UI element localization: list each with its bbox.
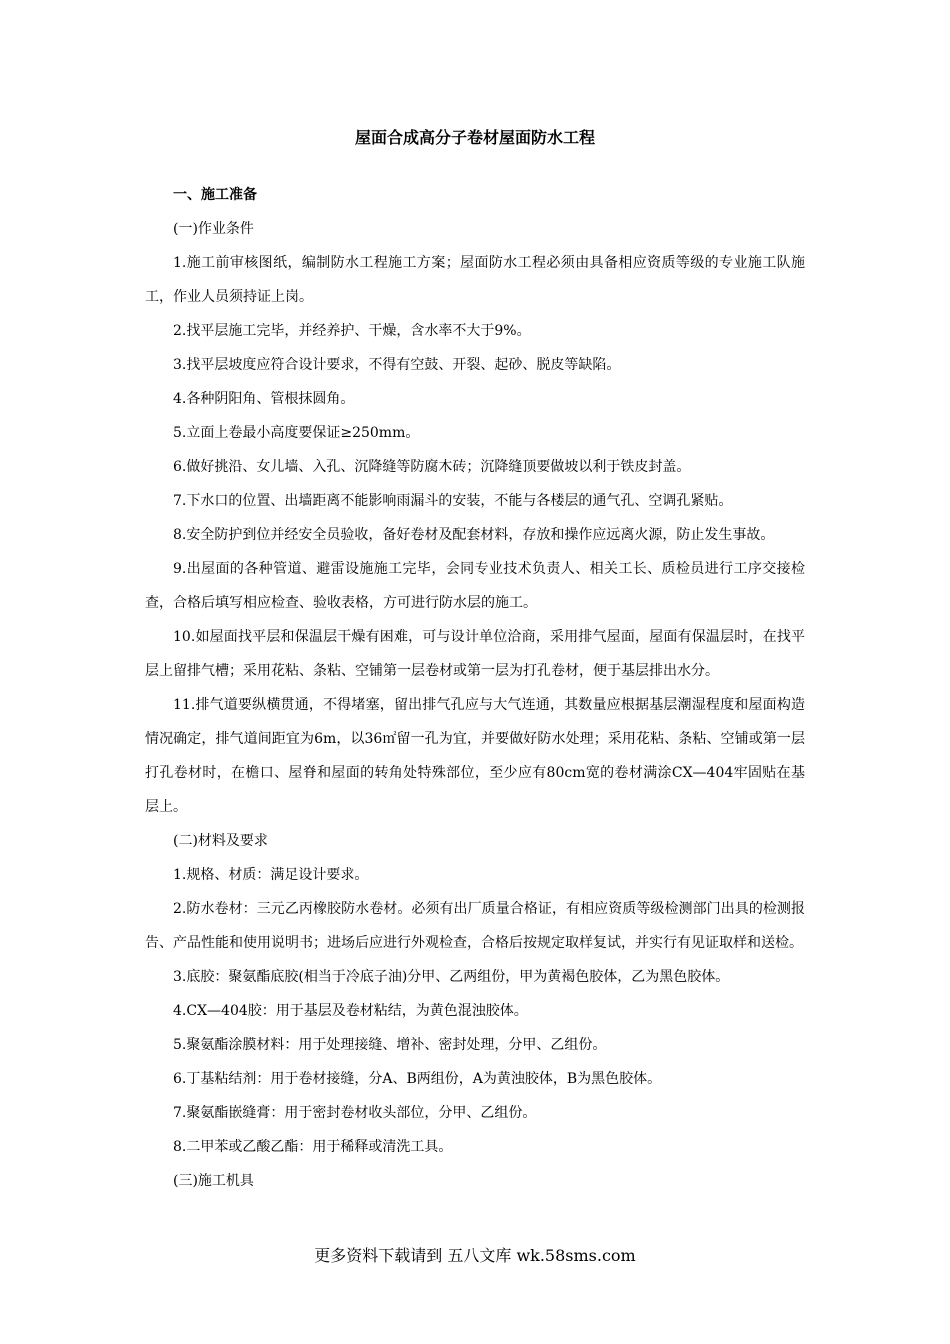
paragraph: 6.做好挑沿、女儿墙、入孔、沉降缝等防腐木砖；沉降缝顶要做坡以利于铁皮封盖。: [173, 459, 691, 475]
paragraph: 3.底胶：聚氨酯底胶(相当于冷底子油)分甲、乙两组份，甲为黄褐色胶体，乙为黑色胶体。: [173, 969, 730, 985]
paragraph: 7.聚氨酯嵌缝膏：用于密封卷材收头部位，分甲、乙组份。: [173, 1105, 537, 1121]
paragraph: 5.立面上卷最小高度要保证≥250mm。: [173, 425, 420, 441]
paragraph: 9.出屋面的各种管道、避雷设施施工完毕，会同专业技术负责人、相关工长、质检员进行工序交接检查，合格后填写相应检查、验收表格，方可进行防水层的施工。: [145, 561, 805, 611]
footer-text: 更多资料下载请到 五八文库 wk.58sms.com: [314, 1246, 636, 1265]
paragraph: 8.二甲苯或乙酸乙酯：用于稀释或清洗工具。: [173, 1139, 453, 1155]
document-body: [145, 178, 805, 1198]
paragraph: 7.下水口的位置、出墙距离不能影响雨漏斗的安装，不能与各楼层的通气孔、空调孔紧贴。: [173, 493, 733, 509]
paragraph: 1.规格、材质：满足设计要求。: [173, 867, 369, 883]
paragraph: 3.找平层坡度应符合设计要求，不得有空鼓、开裂、起砂、脱皮等缺陷。: [173, 357, 621, 373]
paragraph: 4.CX—404胶：用于基层及卷材粘结，为黄色混浊胶体。: [173, 1003, 528, 1019]
paragraph: 6.丁基粘结剂：用于卷材接缝，分A、B两组份，A为黄浊胶体，B为黑色胶体。: [173, 1071, 662, 1087]
paragraph: 11.排气道要纵横贯通，不得堵塞，留出排气孔应与大气连通，其数量应根据基层潮湿程度和屋面构造情况确定，排气道间距宜为6m，以36㎡留一孔为宜，并要做好防水处理；采用花粘、条粘、空铺或第一层打孔卷材时，在檐口、屋脊和屋面的转角处特殊部位，至少应有80cm宽的卷材满涂CX—404牢固贴在基层上。: [145, 697, 805, 815]
paragraph: 2.防水卷材：三元乙丙橡胶防水卷材。必须有出厂质量合格证，有相应资质等级检测部门出具的检测报告、产品性能和使用说明书；进场后应进行外观检查，合格后按规定取样复试，并实行有见证取样和送检。: [145, 901, 805, 951]
paragraph: 2.找平层施工完毕，并经养护、干燥，含水率不大于9%。: [173, 323, 531, 339]
section-heading: 一、施工准备: [173, 187, 257, 203]
subsection-heading: (一)作业条件: [173, 221, 254, 237]
paragraph: 4.各种阴阳角、管根抹圆角。: [173, 391, 355, 407]
paragraph: 10.如屋面找平层和保温层干燥有困难，可与设计单位洽商，采用排气屋面，屋面有保温层时，在找平层上留排气槽；采用花粘、条粘、空铺第一层卷材或第一层为打孔卷材，便于基层排出水分。: [145, 629, 805, 679]
subsection-heading: (二)材料及要求: [173, 833, 268, 849]
subsection-heading: (三)施工机具: [173, 1173, 254, 1189]
document-title: 屋面合成高分子卷材屋面防水工程: [354, 128, 595, 147]
paragraph: 5.聚氨酯涂膜材料：用于处理接缝、增补、密封处理，分甲、乙组份。: [173, 1037, 607, 1053]
paragraph: 8.安全防护到位并经安全员验收，备好卷材及配套材料，存放和操作应远离火源，防止发生事故。: [173, 527, 775, 543]
paragraph: 1.施工前审核图纸，编制防水工程施工方案；屋面防水工程必须由具备相应资质等级的专业施工队施工，作业人员须持证上岗。: [145, 255, 805, 305]
